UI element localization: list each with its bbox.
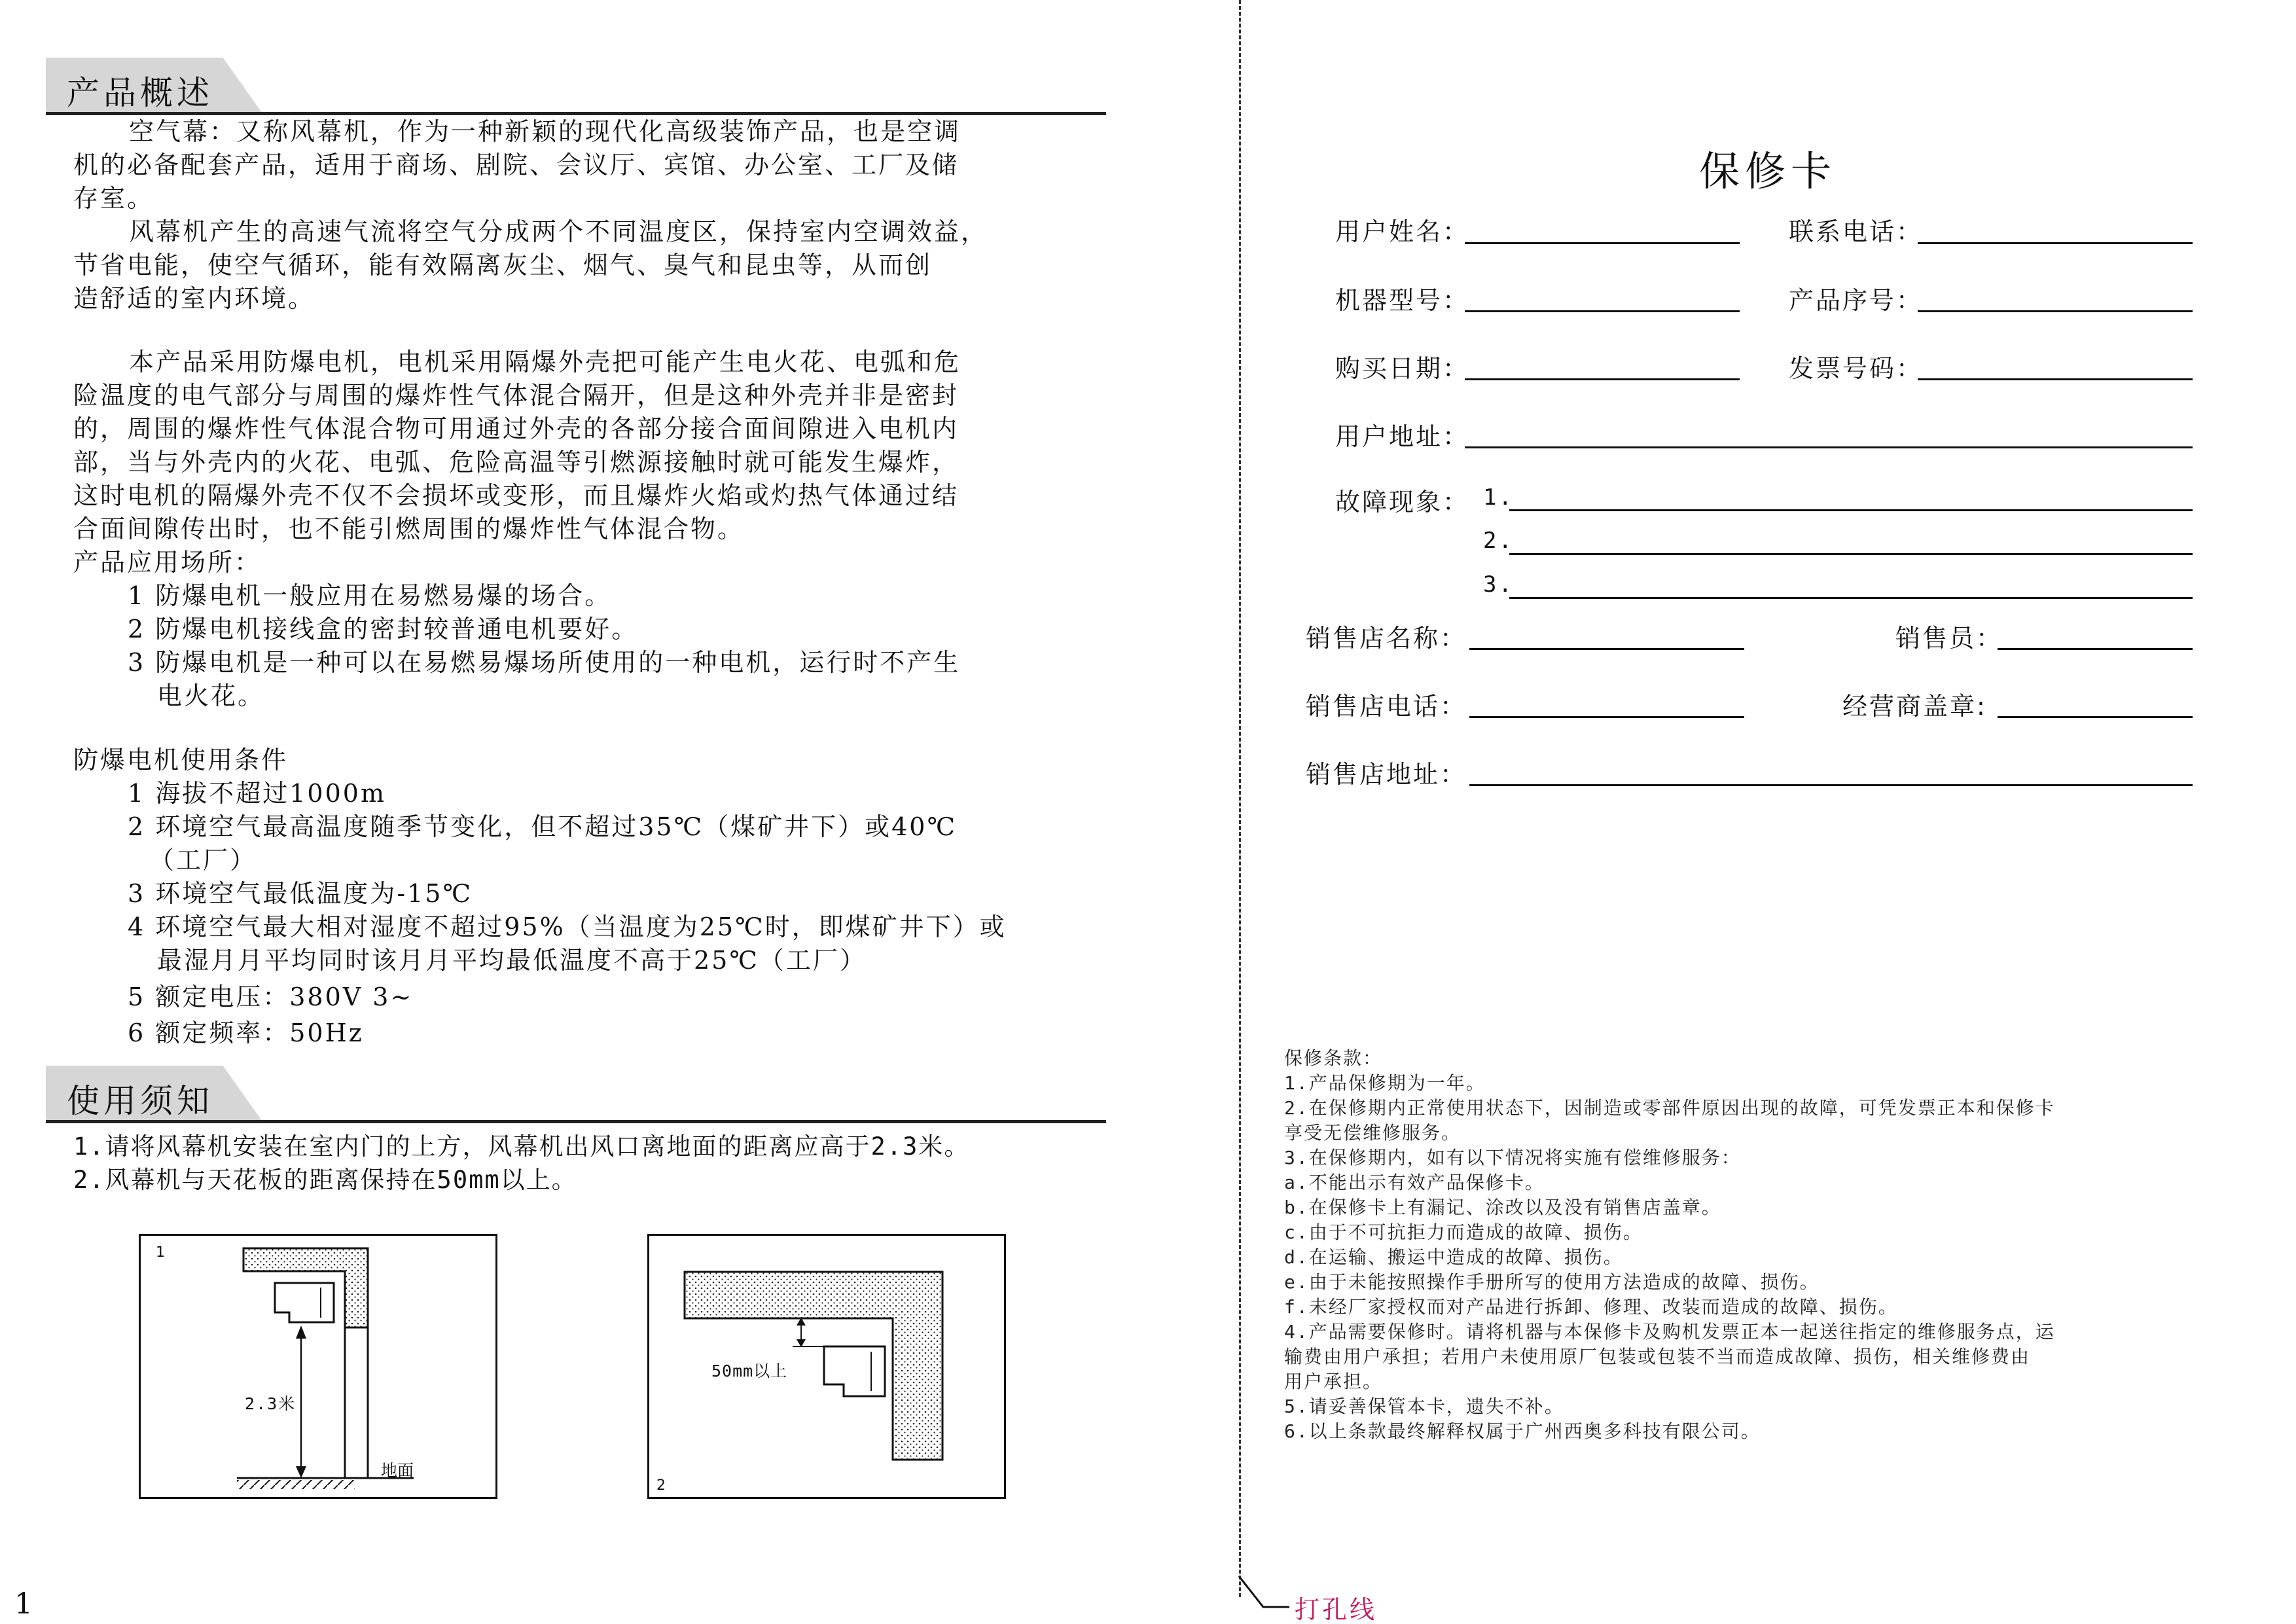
figure-1-installation-height: [139, 1234, 497, 1499]
salesperson-field[interactable]: [1998, 648, 2193, 650]
punch-line-label: 打孔线: [1295, 1595, 1378, 1624]
fault-label: 故障现象：: [1335, 488, 1470, 516]
terms-line: 2.在保修期内正常使用状态下，因制造或零部件原因出现的故障，可凭发票正本和保修卡: [1284, 1097, 2055, 1119]
fault-3-field[interactable]: [1509, 597, 2193, 599]
list-item: 1 海拔不超过1000m: [128, 779, 386, 808]
terms-line: b.在保修卡上有漏记、涂改以及没有销售店盖章。: [1284, 1197, 1721, 1218]
figure-1-drawing: [139, 1234, 497, 1499]
terms-line: d.在运输、搬运中造成的故障、损伤。: [1284, 1246, 1623, 1268]
conditions-heading: 防爆电机使用条件: [73, 746, 289, 774]
user-name-field[interactable]: [1465, 242, 1740, 244]
punch-line-divider: [1239, 0, 1241, 1597]
invoice-label: 发票号码：: [1789, 354, 1924, 383]
terms-line: c.由于不可抗拒力而造成的故障、损伤。: [1284, 1221, 1643, 1243]
figure-2-drawing: [647, 1234, 1006, 1499]
text-line: 的，周围的爆炸性气体混合物可用通过外壳的各部分接合面间隙进入电机内: [73, 414, 960, 443]
model-field[interactable]: [1465, 310, 1740, 312]
store-phone-field[interactable]: [1469, 716, 1744, 718]
list-item: 4 环境空气最大相对湿度不超过95%（当温度为25℃时，即煤矿井下）或: [128, 912, 1007, 941]
terms-line: 1.产品保修期为一年。: [1284, 1072, 1486, 1094]
fault-2-field[interactable]: [1509, 553, 2193, 555]
text-line: 部，当与外壳内的火花、电弧、危险高温等引燃源接触时就可能发生爆炸，: [73, 448, 960, 477]
figure-2-gap-label: 50mm以上: [711, 1362, 788, 1380]
salesperson-label: 销售员：: [1895, 624, 2003, 653]
list-item: 1.请将风幕机安装在室内门的上方，风幕机出风口离地面的距离应高于2.3米。: [73, 1132, 970, 1161]
list-item: 2.风幕机与天花板的距离保持在50mm以上。: [73, 1166, 577, 1194]
overview-title: 产品概述: [67, 74, 213, 112]
text-line: 这时电机的隔爆外壳不仅不会损坏或变形，而且爆炸火焰或灼热气体通过结: [73, 481, 960, 510]
text-line: 造舒适的室内环境。: [73, 284, 315, 313]
list-item: 5 额定电压：380V 3~: [128, 983, 414, 1011]
text-line: 存室。: [73, 184, 154, 213]
list-item: 1 防爆电机一般应用在易燃易爆的场合。: [128, 581, 612, 610]
store-name-label: 销售店名称：: [1306, 624, 1467, 653]
list-item: 3 防爆电机是一种可以在易燃易爆场所使用的一种电机，运行时不产生: [128, 648, 961, 677]
terms-line: 5.请妥善保管本卡，遗失不补。: [1284, 1396, 1564, 1417]
text-line: 空气幕：又称风幕机，作为一种新颖的现代化高级装饰产品，也是空调: [129, 117, 961, 146]
terms-line: 6.以上条款最终解释权属于广州西奥多科技有限公司。: [1284, 1420, 1761, 1442]
applications-heading: 产品应用场所：: [73, 548, 262, 577]
terms-line: 输费由用户承担；若用户未使用原厂包装或包装不当而造成故障、损伤，相关维修费由: [1284, 1346, 2031, 1367]
text-line: 风幕机产生的高速气流将空气分成两个不同温度区，保持室内空调效益，: [129, 217, 988, 246]
terms-line: 享受无偿维修服务。: [1284, 1122, 1462, 1144]
dealer-stamp-label: 经营商盖章:: [1842, 692, 1987, 721]
terms-line: f.未经厂家授权而对产品进行拆卸、修理、改装而造成的故障、损伤。: [1284, 1296, 1898, 1318]
terms-line: 用户承担。: [1284, 1371, 1383, 1392]
figure-2-ceiling-clearance: [647, 1234, 1006, 1499]
figure-2-number: 2: [656, 1477, 666, 1494]
fault-3-number: 3.: [1483, 571, 1514, 598]
list-item: 3 环境空气最低温度为-15℃: [128, 879, 473, 908]
text-line: 节省电能，使空气循环，能有效隔离灰尘、烟气、臭气和昆虫等，从而创: [73, 251, 933, 280]
store-phone-label: 销售店电话：: [1306, 692, 1467, 721]
overview-section-header: [46, 58, 1106, 115]
terms-line: 4.产品需要保修时。请将机器与本保修卡及购机发票正本一起送往指定的维修服务点，运: [1284, 1321, 2055, 1343]
phone-label: 联系电话：: [1789, 217, 1924, 246]
list-item: 电火花。: [157, 681, 265, 710]
text-line: 合面间隙传出时，也不能引燃周围的爆炸性气体混合物。: [73, 514, 745, 543]
store-address-label: 销售店地址：: [1306, 760, 1467, 789]
figure-1-number: 1: [156, 1244, 165, 1261]
list-item: 最湿月月平均同时该月月平均最低温度不高于25℃（工厂）: [157, 946, 867, 975]
invoice-field[interactable]: [1918, 378, 2193, 380]
list-item: （工厂）: [149, 846, 257, 875]
list-item: 2 防爆电机接线盒的密封较普通电机要好。: [128, 615, 639, 643]
store-address-field[interactable]: [1469, 784, 2193, 786]
store-name-field[interactable]: [1469, 648, 1744, 650]
serial-label: 产品序号：: [1789, 286, 1924, 315]
address-label: 用户地址：: [1335, 422, 1470, 451]
fault-1-field[interactable]: [1509, 509, 2193, 511]
terms-line: e.由于未能按照操作手册所写的使用方法造成的故障、损伤。: [1284, 1271, 1820, 1293]
usage-title: 使用须知: [67, 1082, 213, 1120]
serial-field[interactable]: [1918, 310, 2193, 312]
address-field[interactable]: [1465, 446, 2193, 448]
terms-line: 保修条款：: [1284, 1047, 1383, 1069]
list-item: 2 环境空气最高温度随季节变化，但不超过35℃（煤矿井下）或40℃: [128, 812, 957, 841]
terms-line: 3.在保修期内，如有以下情况将实施有偿维修服务：: [1284, 1147, 1741, 1168]
user-name-label: 用户姓名：: [1335, 217, 1470, 246]
usage-section-header: [46, 1066, 1106, 1123]
purchase-date-field[interactable]: [1465, 378, 1740, 380]
terms-line: a.不能出示有效产品保修卡。: [1284, 1172, 1545, 1193]
figure-1-height-label: 2.3米: [245, 1394, 296, 1413]
usage-header-rule: [46, 1120, 1106, 1123]
page-number: 1: [14, 1587, 33, 1621]
text-line: 机的必备配套产品，适用于商场、剧院、会议厅、宾馆、办公室、工厂及储: [73, 151, 960, 179]
purchase-date-label: 购买日期：: [1335, 354, 1470, 383]
fault-2-number: 2.: [1483, 528, 1514, 554]
warranty-card-title: 保修卡: [1699, 147, 1837, 195]
model-label: 机器型号：: [1335, 286, 1470, 315]
text-line: 险温度的电气部分与周围的爆炸性气体混合隔开，但是这种外壳并非是密封: [73, 381, 960, 410]
punch-line-pointer: [1237, 1574, 1289, 1614]
text-line: 本产品采用防爆电机，电机采用隔爆外壳把可能产生电火花、电弧和危: [129, 348, 961, 376]
dealer-stamp-field[interactable]: [1998, 716, 2193, 718]
phone-field[interactable]: [1918, 242, 2193, 244]
list-item: 6 额定频率：50Hz: [128, 1019, 364, 1047]
fault-1-number: 1.: [1483, 484, 1514, 511]
figure-1-floor-label: 地面: [381, 1461, 414, 1480]
